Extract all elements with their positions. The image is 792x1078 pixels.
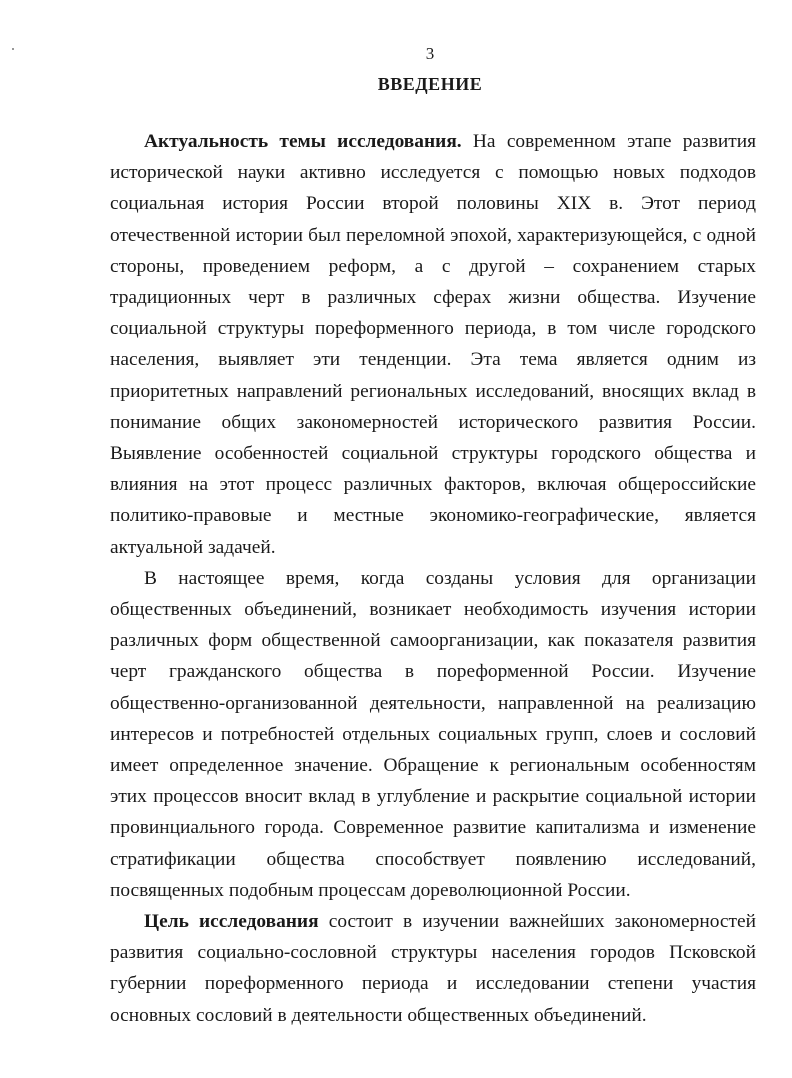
paragraph-context	[110, 563, 756, 906]
paragraph-text: В настоящее время, когда созданы условия для организации общественных объединений, возникает необходимость изучения истории различных форм общественной самоорганизации, как показателя развития черт гражданского общества в пореформенной России. Изучение общественно-организованной деятельности, направленной на реализацию интересов и потребностей отдельных социальных групп, слоев и сословий имеет определенное значение. Обращение к региональным особенностям этих процессов вносит вклад в углубление и раскрытие социальной истории провинциального города. Современное развитие капитализма и изменение стратификации общества способствует появлению исследований, посвященных подобным процессам дореволюционной России.	[110, 567, 756, 901]
body-text	[110, 126, 756, 1031]
paragraph-goal	[110, 906, 756, 1031]
paragraph-text: состоит в изучении важнейших закономерностей развития социально-сословной структуры населения городов Псковской губернии пореформенного периода и исследовании степени участия основных сословий в деятельности общественных объединений.	[110, 911, 756, 1026]
paragraph-text: На современном этапе развития исторической науки активно исследуется с помощью новых подходов социальная история России второй половины XIX в. Этот период отечественной истории был переломной эпохой, характеризующейся, с одной стороны, проведением реформ, а с другой – сохранением старых традиционных черт в различных сферах жизни общества. Изучение социальной структуры пореформенного периода, в том числе городского населения, выявляет эти тенденции. Эта тема является одним из приоритетных направлений региональных исследований, вносящих вклад в понимание общих закономерностей исторического развития России. Выявление особенностей социальной структуры городского общества и влияния на этот процесс различных факторов, включая общероссийские политико-правовые и местные экономико-географические, является актуальной задачей.	[110, 131, 756, 558]
page-number: 3	[425, 44, 435, 63]
paragraph-lead: Актуальность темы исследования.	[144, 131, 462, 152]
paragraph-lead: Цель исследования	[144, 911, 319, 933]
paragraph-relevance	[110, 126, 756, 563]
page-title: ВВЕДЕНИЕ	[377, 74, 483, 94]
